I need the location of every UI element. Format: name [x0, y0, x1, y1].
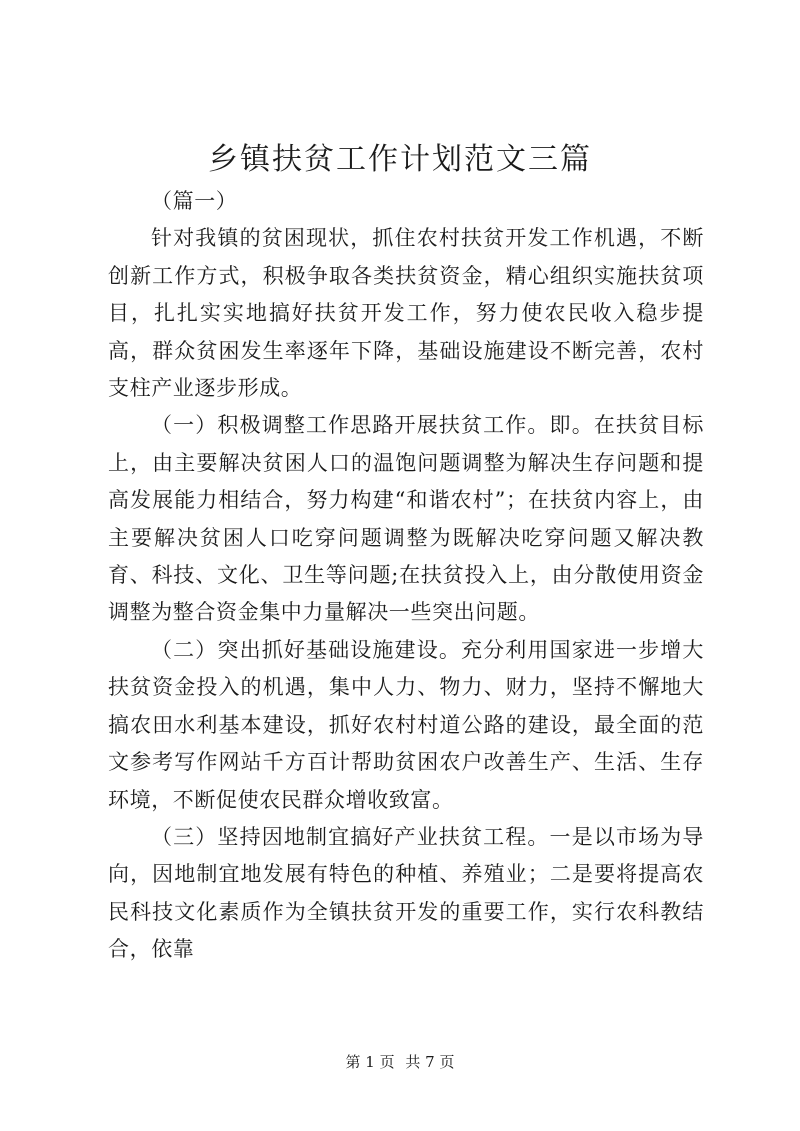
paragraph-section-1: （一）积极调整工作思路开展扶贫工作。即。在扶贫目标上，由主要解决贫困人口的温饱问题调整为解决生存问题和提高发展能力相结合，努力构建“和谐农村”；在扶贫内容上，由主要解决贫困人口吃穿问题调整为既解决吃穿问题又解决教育、科技、文化、卫生等问题;在扶贫投入上，由分散使用资金调整为整合资金集中力量解决一些突出问题。 — [108, 413, 704, 625]
paragraph-section-2: （二）突出抓好基础设施建设。充分利用国家进一步增大扶贫资金投入的机遇，集中人力、物力、财力，坚持不懈地大搞农田水利基本建设，抓好农村村道公路的建设，最全面的范文参考写作网站千方百计帮助贫困农户改善生产、生活、生存环境，不断促使农民群众增收致富。 — [108, 637, 704, 812]
paragraph-section-3: （三）坚持因地制宜搞好产业扶贫工程。一是以市场为导向，因地制宜地发展有特色的种植、养殖业；二是要将提高农民科技文化素质作为全镇扶贫开发的重要工作，实行农科教结合，依靠 — [108, 824, 704, 962]
page-number: 第 1 页 — [345, 1053, 395, 1071]
document-body — [108, 183, 704, 969]
section-label: （篇一） — [151, 189, 238, 213]
paragraph-intro: 针对我镇的贫困现状，抓住农村扶贫开发工作机遇，不断创新工作方式，积极争取各类扶贫资金，精心组织实施扶贫项目，扎扎实实地搞好扶贫开发工作，努力使农民收入稳步提高，群众贫困发生率逐年下降，基础设施建设不断完善，农村支柱产业逐步形成。 — [108, 226, 704, 401]
page-total: 共 7 页 — [405, 1053, 455, 1071]
document-title: 乡镇扶贫工作计划范文三篇 — [208, 142, 592, 177]
page-footer — [0, 1052, 800, 1072]
